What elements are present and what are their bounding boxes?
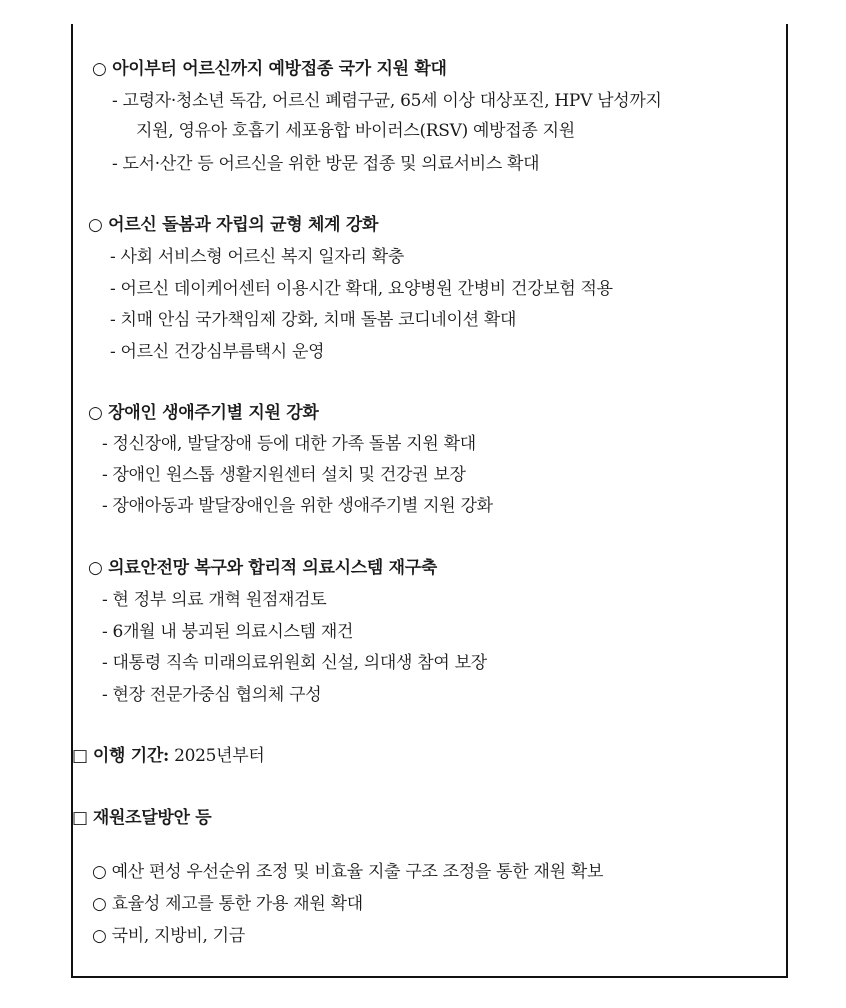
- list-item: - 사회 서비스형 어르신 복지 일자리 확충: [110, 247, 405, 267]
- list-item: - 현장 전문가중심 협의체 구성: [102, 685, 322, 705]
- funding-item: ○ 예산 편성 우선순위 조정 및 비효율 지출 구조 조정을 통한 재원 확보: [92, 862, 604, 882]
- funding-label: 재원조달방안 등: [92, 808, 212, 828]
- list-item: - 대통령 직속 미래의료위원회 신설, 의대생 참여 보장: [102, 653, 487, 673]
- list-item: - 어르신 데이케어센터 이용시간 확대, 요양병원 간병비 건강보험 적용: [110, 279, 613, 299]
- list-item: - 고령자·청소년 독감, 어르신 폐렴구균, 65세 이상 대상포진, HPV 남성까지: [112, 91, 662, 111]
- checkbox-square-icon: □: [72, 746, 88, 766]
- list-item: - 현 정부 의료 개혁 원점재검토: [102, 590, 327, 610]
- checkbox-square-icon: □: [72, 808, 88, 828]
- list-item: - 어르신 건강심부름택시 운영: [110, 342, 325, 362]
- list-item: - 치매 안심 국가책임제 강화, 치매 돌봄 코디네이션 확대: [110, 310, 517, 330]
- section-heading-vaccination: ○ 아이부터 어르신까지 예방접종 국가 지원 확대: [92, 59, 447, 79]
- list-item: - 도서·산간 등 어르신을 위한 방문 접종 및 의료서비스 확대: [112, 154, 540, 174]
- period-row: [72, 745, 265, 767]
- list-item: - 장애아동과 발달장애인을 위한 생애주기별 지원 강화: [102, 496, 493, 516]
- funding-row: [72, 807, 211, 829]
- period-label: 이행 기간:: [92, 746, 169, 766]
- list-item-continuation: 지원, 영유아 호흡기 세포융합 바이러스(RSV) 예방접종 지원: [136, 121, 575, 141]
- funding-item: ○ 효율성 제고를 통한 가용 재원 확대: [92, 894, 363, 914]
- list-item: - 6개월 내 붕괴된 의료시스템 재건: [102, 622, 354, 642]
- list-item: - 정신장애, 발달장애 등에 대한 가족 돌봄 지원 확대: [102, 434, 476, 454]
- list-item: - 장애인 원스톱 생활지원센터 설치 및 건강권 보장: [102, 465, 466, 485]
- section-heading-disability: ○ 장애인 생애주기별 지원 강화: [88, 403, 319, 423]
- funding-item: ○ 국비, 지방비, 기금: [92, 926, 245, 946]
- section-heading-medical-safety-net: ○ 의료안전망 복구와 합리적 의료시스템 재구축: [88, 558, 437, 578]
- period-value: 2025년부터: [174, 746, 265, 766]
- section-heading-elderly-care: ○ 어르신 돌봄과 자립의 균형 체계 강화: [88, 215, 379, 235]
